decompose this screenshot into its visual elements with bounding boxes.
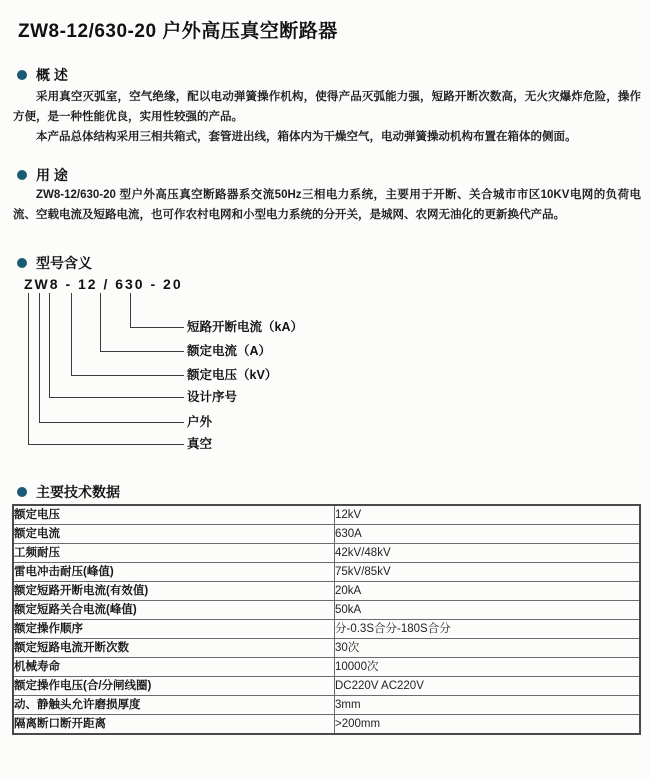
spec-value: 分-0.3S合分-180S合分: [335, 620, 641, 639]
spec-label: 雷电冲击耐压(峰值): [13, 563, 335, 582]
spec-label: 额定电压: [13, 505, 335, 525]
model-label-rated-current: 额定电流（A）: [187, 344, 272, 358]
spec-value: 30次: [335, 639, 641, 658]
overview-paragraphs: [13, 87, 641, 147]
section-header-overview: [17, 65, 68, 85]
section-header-label: 主要技术数据: [36, 484, 120, 500]
spec-label: 隔离断口断开距离: [13, 715, 335, 735]
table-row: [13, 620, 640, 639]
spec-value: 42kV/48kV: [335, 544, 641, 563]
model-code-connector-line: [28, 293, 184, 445]
model-label-breaking-current: 短路开断电流（kA）: [187, 320, 303, 334]
spec-label: 额定电流: [13, 525, 335, 544]
model-label-design-serial: 设计序号: [187, 390, 238, 404]
spec-label: 机械寿命: [13, 658, 335, 677]
model-label-rated-voltage: 额定电压（kV）: [187, 368, 278, 382]
spec-label: 额定短路关合电流(峰值): [13, 601, 335, 620]
table-row: [13, 505, 640, 525]
section-header-label: 型号含义: [36, 255, 92, 271]
table-row: [13, 525, 640, 544]
model-label-vacuum: 真空: [187, 437, 213, 451]
section-header-usage: [17, 165, 68, 185]
spec-value: 75kV/85kV: [335, 563, 641, 582]
spec-value: 20kA: [335, 582, 641, 601]
spec-value: DC220V AC220V: [335, 677, 641, 696]
spec-value: 50kA: [335, 601, 641, 620]
spec-value: 630A: [335, 525, 641, 544]
table-row: [13, 639, 640, 658]
spec-value: 10000次: [335, 658, 641, 677]
table-row: [13, 677, 640, 696]
overview-paragraph-2: 本产品总体结构采用三相共箱式，套管进出线，箱体内为干燥空气，电动弹簧操动机构布置在箱体的侧面。: [36, 131, 577, 143]
spec-label: 额定操作电压(合/分闸线圈): [13, 677, 335, 696]
section-header-tech-data: [17, 482, 120, 502]
section-bullet-icon: [17, 487, 27, 497]
table-row: [13, 658, 640, 677]
spec-label: 额定操作顺序: [13, 620, 335, 639]
spec-label: 额定短路开断电流(有效值): [13, 582, 335, 601]
table-row: [13, 696, 640, 715]
section-bullet-icon: [17, 70, 27, 80]
model-code: ZW8 - 12 / 630 - 20: [24, 276, 183, 292]
section-header-label: 用 途: [36, 167, 68, 183]
overview-paragraph-1: 采用真空灭弧室，空气绝缘，配以电动弹簧操作机构，使得产品灭弧能力强，短路开断次数高，无火灾爆炸危险，操作方便，是一种性能优良，实用性较强的产品。: [13, 91, 641, 123]
section-header-label: 概 述: [36, 67, 68, 83]
spec-value: >200mm: [335, 715, 641, 735]
table-row: [13, 582, 640, 601]
spec-value: 12kV: [335, 505, 641, 525]
spec-value: 3mm: [335, 696, 641, 715]
section-bullet-icon: [17, 170, 27, 180]
section-bullet-icon: [17, 258, 27, 268]
model-label-outdoor: 户外: [187, 415, 213, 429]
table-row: [13, 544, 640, 563]
spec-label: 动、静触头允许磨损厚度: [13, 696, 335, 715]
page-title: ZW8-12/630-20 户外高压真空断路器: [18, 21, 338, 42]
table-row: [13, 563, 640, 582]
usage-paragraph-1: ZW8-12/630-20 型户外高压真空断路器系交流50Hz三相电力系统，主要用于开断、关合城市市区10KV电网的负荷电流、空载电流及短路电流，也可作农村电网和小型电力系统的分开关，是城网、农网无油化的更新换代产品。: [13, 189, 641, 221]
spec-label: 工频耐压: [13, 544, 335, 563]
tech-data-table: [12, 504, 641, 735]
table-row: [13, 715, 640, 735]
spec-label: 额定短路电流开断次数: [13, 639, 335, 658]
table-row: [13, 601, 640, 620]
section-header-model-meaning: [17, 253, 92, 273]
usage-paragraphs: [13, 185, 641, 225]
